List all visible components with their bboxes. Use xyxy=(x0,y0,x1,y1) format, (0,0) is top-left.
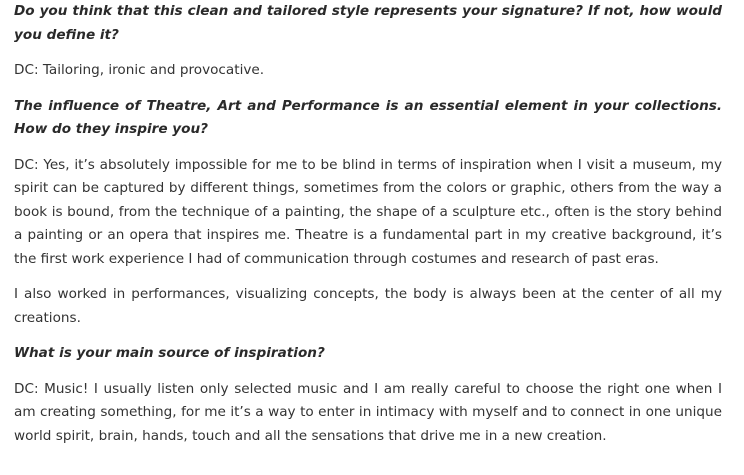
interview-question: What is your main source of inspiration? xyxy=(14,345,325,361)
interview-answer: I also worked in performances, visualizing concepts, the body is always been at the center of all my creations. xyxy=(14,286,722,326)
interview-answer: DC: Yes, it’s absolutely impossible for me to be blind in terms of inspiration when I visit a museum, my spirit can be captured by different things, sometimes from the colors or graphic, others from the way a book is bound, from the technique of a painting, the shape of a sculpture etc., often is the story behind a painting or an opera that inspires me. Theatre is a fundamental part in my creative background, it’s the first work experience I had of communication through costumes and research of past eras. xyxy=(14,156,722,267)
interview-article xyxy=(14,0,722,448)
interview-answer: DC: Tailoring, ironic and provocative. xyxy=(14,62,265,78)
interview-answer: DC: Music! I usually listen only selected music and I am really careful to choose the right one when I am creating something, for me it’s a way to enter in intimacy with myself and to connect in one unique world spirit, brain, hands, touch and all the sensations that drive me in a new creation. xyxy=(14,380,722,444)
interview-question: The influence of Theatre, Art and Performance is an essential element in your collections. How do they inspire you? xyxy=(14,97,722,137)
interview-question: Do you think that this clean and tailored style represents your signature? If not, how would you define it? xyxy=(14,3,722,43)
